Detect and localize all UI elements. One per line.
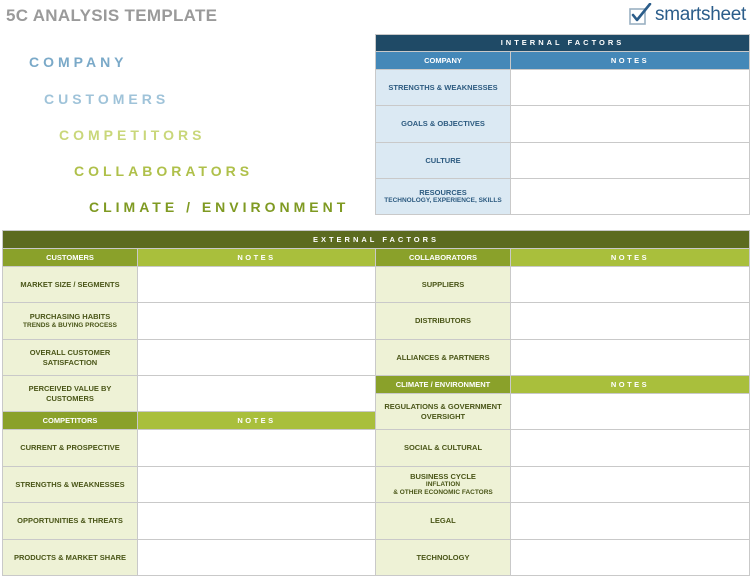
notes-cell[interactable]: [511, 430, 750, 467]
notes-cell[interactable]: [511, 340, 750, 376]
notes-cell[interactable]: [511, 303, 750, 340]
cascade-climate: CLIMATE / ENVIRONMENT: [89, 199, 350, 215]
notes-cell[interactable]: [138, 267, 376, 303]
notes-cell[interactable]: [511, 503, 750, 540]
row-label: OPPORTUNITIES & THREATS: [3, 503, 138, 540]
row-label: MARKET SIZE / SEGMENTS: [3, 267, 138, 303]
notes-cell[interactable]: [511, 467, 750, 503]
row-label: STRENGTHS & WEAKNESSES: [3, 467, 138, 503]
row-label: [3, 303, 138, 340]
row-label-sub: TECHNOLOGY, EXPERIENCE, SKILLS: [384, 197, 502, 205]
row-label: PERCEIVED VALUE BY CUSTOMERS: [3, 376, 138, 412]
row-label: SOCIAL & CULTURAL: [376, 430, 511, 467]
brand-name: smartsheet: [655, 4, 746, 25]
row-label: [376, 179, 511, 215]
row-label: TECHNOLOGY: [376, 540, 511, 576]
row-label: STRENGTHS & WEAKNESSES: [376, 70, 511, 106]
notes-cell[interactable]: [138, 540, 376, 576]
notes-column-header: NOTES: [511, 376, 750, 394]
row-label: SUPPLIERS: [376, 267, 511, 303]
external-factors-header: EXTERNAL FACTORS: [3, 231, 750, 249]
notes-cell[interactable]: [511, 143, 750, 179]
notes-column-header: NOTES: [511, 52, 750, 70]
checkmark-icon: [628, 3, 652, 27]
row-label: CURRENT & PROSPECTIVE: [3, 430, 138, 467]
row-label: DISTRIBUTORS: [376, 303, 511, 340]
notes-cell[interactable]: [138, 503, 376, 540]
notes-cell[interactable]: [511, 70, 750, 106]
notes-cell[interactable]: [511, 540, 750, 576]
cascade-company: COMPANY: [29, 54, 128, 70]
customers-column-header: CUSTOMERS: [3, 249, 138, 267]
notes-cell[interactable]: [138, 467, 376, 503]
row-label: [376, 467, 511, 503]
row-label: REGULATIONS & GOVERNMENT OVERSIGHT: [376, 394, 511, 430]
row-label-main: BUSINESS CYCLE: [410, 471, 476, 481]
cascade-competitors: COMPETITORS: [59, 127, 206, 143]
row-label-sub: INFLATION: [425, 481, 461, 489]
row-label: OVERALL CUSTOMER SATISFACTION: [3, 340, 138, 376]
collaborators-column-header: COLLABORATORS: [376, 249, 511, 267]
notes-column-header: NOTES: [511, 249, 750, 267]
notes-cell[interactable]: [138, 376, 376, 412]
row-label-sub: TRENDS & BUYING PROCESS: [23, 321, 117, 329]
notes-cell[interactable]: [511, 179, 750, 215]
notes-cell[interactable]: [138, 340, 376, 376]
row-label: CULTURE: [376, 143, 511, 179]
external-factors-table: [2, 230, 750, 576]
smartsheet-logo: [628, 2, 748, 28]
internal-factors-header: INTERNAL FACTORS: [376, 35, 750, 52]
notes-column-header: NOTES: [138, 412, 376, 430]
notes-cell[interactable]: [511, 394, 750, 430]
row-label-sub: & OTHER ECONOMIC FACTORS: [393, 489, 493, 497]
page-title: 5C ANALYSIS TEMPLATE: [6, 6, 218, 25]
notes-column-header: NOTES: [138, 249, 376, 267]
climate-column-header: CLIMATE / ENVIRONMENT: [376, 376, 511, 394]
row-label: PRODUCTS & MARKET SHARE: [3, 540, 138, 576]
internal-factors-table: [375, 34, 750, 215]
row-label: ALLIANCES & PARTNERS: [376, 340, 511, 376]
row-label-main: PURCHASING HABITS: [29, 312, 111, 322]
row-label-main: RESOURCES: [419, 187, 467, 197]
company-column-header: COMPANY: [376, 52, 511, 70]
notes-cell[interactable]: [138, 303, 376, 340]
cascade-collaborators: COLLABORATORS: [74, 163, 254, 179]
cascade-customers: CUSTOMERS: [44, 91, 170, 107]
competitors-column-header: COMPETITORS: [3, 412, 138, 430]
row-label: LEGAL: [376, 503, 511, 540]
notes-cell[interactable]: [511, 267, 750, 303]
notes-cell[interactable]: [138, 430, 376, 467]
row-label: GOALS & OBJECTIVES: [376, 106, 511, 143]
notes-cell[interactable]: [511, 106, 750, 143]
